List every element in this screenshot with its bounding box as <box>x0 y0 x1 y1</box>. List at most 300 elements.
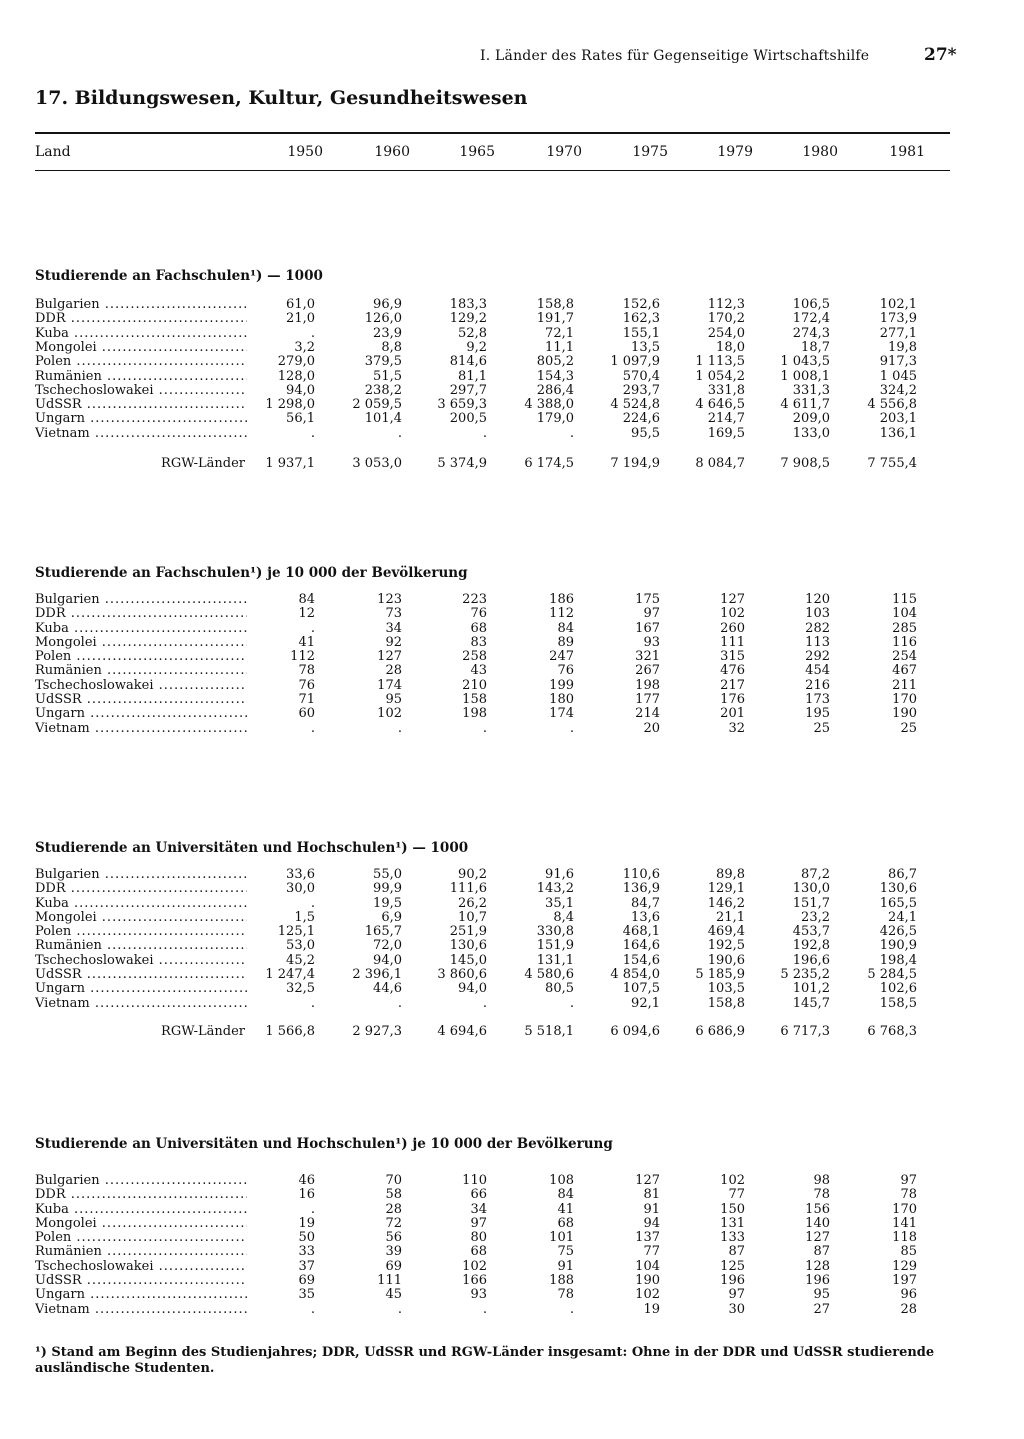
table-row <box>35 925 950 939</box>
table-row <box>35 1274 950 1288</box>
table-cell: 93 <box>470 1287 487 1302</box>
table-row <box>35 997 950 1011</box>
table-cell: 6 717,3 <box>780 1024 830 1039</box>
table-cell: 292 <box>805 649 830 664</box>
table-cell: 203,1 <box>879 411 917 426</box>
table-cell: 83 <box>470 635 487 650</box>
country-label: Mongolei ..... <box>35 341 247 355</box>
table-cell: 76 <box>557 663 574 678</box>
table-cell: 453,7 <box>792 924 830 939</box>
table-cell: 254,0 <box>707 326 745 341</box>
table-cell: 211 <box>892 678 917 693</box>
table-row <box>35 1231 950 1245</box>
table-cell: . <box>310 1202 315 1217</box>
table-cell: 379,5 <box>364 354 402 369</box>
table-cell: 3,2 <box>294 340 315 355</box>
table-cell: 143,2 <box>536 881 574 896</box>
section-title: Studierende an Universitäten und Hochschulen¹) — 1000 <box>35 840 469 856</box>
table-cell: 111 <box>377 1273 402 1288</box>
country-label: DDR ..... <box>35 882 247 896</box>
table-cell: . <box>569 426 574 441</box>
table-cell: 4 646,5 <box>695 397 745 412</box>
country-label: Vietnam ..... <box>35 997 247 1011</box>
table-cell: 2 927,3 <box>352 1024 402 1039</box>
table-row <box>35 1203 950 1217</box>
table-cell: 154,3 <box>536 369 574 384</box>
table-cell: 94 <box>643 1216 660 1231</box>
table-row <box>35 882 950 896</box>
table-cell: 198 <box>635 678 660 693</box>
table-row <box>35 1174 950 1188</box>
table-cell: 110,6 <box>622 867 660 882</box>
table-cell: 77 <box>728 1187 745 1202</box>
table-cell: 137 <box>635 1230 660 1245</box>
table-cell: 190 <box>892 706 917 721</box>
table-total-row <box>35 457 950 471</box>
table-cell: 151,9 <box>536 938 574 953</box>
footnote: ¹) Stand am Beginn des Studienjahres; DDR, UdSSR und RGW-Länder insgesamt: Ohne in der DDR und UdSSR studierende ausländische Studenten. <box>35 1345 935 1376</box>
table-row <box>35 370 950 384</box>
table-cell: 258 <box>462 649 487 664</box>
table-row <box>35 398 950 412</box>
table-cell: 814,6 <box>449 354 487 369</box>
table-cell: 19 <box>298 1216 315 1231</box>
table-cell: 84 <box>557 1187 574 1202</box>
table-cell: 53,0 <box>286 938 315 953</box>
table-cell: 1 043,5 <box>780 354 830 369</box>
table-cell: 4 556,8 <box>867 397 917 412</box>
table-row <box>35 355 950 369</box>
table-cell: 108 <box>549 1173 574 1188</box>
table-cell: . <box>397 426 402 441</box>
table-cell: 133,0 <box>792 426 830 441</box>
table-cell: 186 <box>549 592 574 607</box>
table-cell: 154,6 <box>622 953 660 968</box>
table-cell: 131 <box>720 1216 745 1231</box>
country-label: Polen ..... <box>35 650 247 664</box>
table-cell: 140 <box>805 1216 830 1231</box>
table-cell: 1 008,1 <box>780 369 830 384</box>
table-row <box>35 722 950 736</box>
page-number: 27* <box>924 45 957 65</box>
table-cell: 44,6 <box>373 981 402 996</box>
table-cell: 116 <box>892 635 917 650</box>
table-cell: 112 <box>549 606 574 621</box>
table-cell: 151,7 <box>792 896 830 911</box>
table-row <box>35 427 950 441</box>
country-label: Ungarn ..... <box>35 1288 247 1302</box>
table-row <box>35 679 950 693</box>
table-cell: 89,8 <box>716 867 745 882</box>
table-cell: 61,0 <box>286 297 315 312</box>
table-cell: 129,1 <box>707 881 745 896</box>
section-title: Studierende an Universitäten und Hochschulen¹) je 10 000 der Bevölkerung <box>35 1136 613 1152</box>
table-cell: 50 <box>298 1230 315 1245</box>
table-row <box>35 1303 950 1317</box>
table-cell: 76 <box>470 606 487 621</box>
section-title: Studierende an Fachschulen¹) — 1000 <box>35 268 323 284</box>
country-label: Tschechoslowakei ..... <box>35 679 247 693</box>
table-row <box>35 607 950 621</box>
table-row <box>35 593 950 607</box>
table-cell: 30 <box>728 1302 745 1317</box>
table-cell: 200,5 <box>449 411 487 426</box>
table-row <box>35 911 950 925</box>
table-cell: 1 247,4 <box>265 967 315 982</box>
country-label: DDR ..... <box>35 312 247 326</box>
country-label: Vietnam ..... <box>35 427 247 441</box>
table-cell: 66 <box>470 1187 487 1202</box>
table-row <box>35 897 950 911</box>
table-cell: 3 860,6 <box>437 967 487 982</box>
table-cell: 99,9 <box>373 881 402 896</box>
table-cell: 216 <box>805 678 830 693</box>
table-cell: 7 755,4 <box>867 456 917 471</box>
table-cell: 56,1 <box>286 411 315 426</box>
table-cell: 98 <box>813 1173 830 1188</box>
table-cell: . <box>310 996 315 1011</box>
table-cell: 162,3 <box>622 311 660 326</box>
table-cell: 2 396,1 <box>352 967 402 982</box>
table-cell: 27 <box>813 1302 830 1317</box>
table-cell: 106,5 <box>792 297 830 312</box>
table-cell: 43 <box>470 663 487 678</box>
table-cell: 91,6 <box>545 867 574 882</box>
country-label: Tschechoslowakei ..... <box>35 1260 247 1274</box>
table-cell: 102 <box>462 1259 487 1274</box>
country-label: Rumänien ..... <box>35 1245 247 1259</box>
table-cell: 331,8 <box>707 383 745 398</box>
table-cell: 45 <box>385 1287 402 1302</box>
table-cell: 95 <box>385 692 402 707</box>
table-cell: 196 <box>805 1273 830 1288</box>
country-label: Kuba ..... <box>35 622 247 636</box>
table-cell: 180 <box>549 692 574 707</box>
section-title: Studierende an Fachschulen¹) je 10 000 der Bevölkerung <box>35 565 468 581</box>
table-cell: 115 <box>892 592 917 607</box>
table-cell: 167 <box>635 621 660 636</box>
table-cell: 46 <box>298 1173 315 1188</box>
country-label: UdSSR ..... <box>35 398 247 412</box>
table-cell: 130,6 <box>879 881 917 896</box>
country-label: Polen ..... <box>35 925 247 939</box>
table-cell: 55,0 <box>373 867 402 882</box>
table-cell: 1 298,0 <box>265 397 315 412</box>
table-cell: 93 <box>643 635 660 650</box>
table-cell: 141 <box>892 1216 917 1231</box>
table-cell: 136,9 <box>622 881 660 896</box>
table-cell: 330,8 <box>536 924 574 939</box>
table-cell: 96,9 <box>373 297 402 312</box>
table-cell: 92 <box>385 635 402 650</box>
table-cell: 172,4 <box>792 311 830 326</box>
table-cell: 10,7 <box>458 910 487 925</box>
table-cell: 152,6 <box>622 297 660 312</box>
table-cell: . <box>310 621 315 636</box>
table-cell: 95 <box>813 1287 830 1302</box>
table-cell: 101 <box>549 1230 574 1245</box>
table-cell: 127 <box>805 1230 830 1245</box>
table-cell: 102 <box>377 706 402 721</box>
table-cell: 68 <box>470 621 487 636</box>
table-cell: 254 <box>892 649 917 664</box>
table-cell: 33 <box>298 1244 315 1259</box>
table-cell: 39 <box>385 1244 402 1259</box>
table-cell: 145,0 <box>449 953 487 968</box>
table-cell: 97 <box>900 1173 917 1188</box>
table-cell: 81 <box>643 1187 660 1202</box>
table-cell: 174 <box>549 706 574 721</box>
table-cell: 5 235,2 <box>780 967 830 982</box>
table-cell: 68 <box>557 1216 574 1231</box>
table-cell: 5 374,9 <box>437 456 487 471</box>
table-cell: 130,6 <box>449 938 487 953</box>
table-cell: 95,5 <box>631 426 660 441</box>
table-cell: 8 084,7 <box>695 456 745 471</box>
total-label: RGW-Länder <box>161 1025 245 1039</box>
table-cell: 69 <box>385 1259 402 1274</box>
table-cell: 469,4 <box>707 924 745 939</box>
table-cell: 28 <box>385 663 402 678</box>
table-cell: 196,6 <box>792 953 830 968</box>
table-cell: 6 094,6 <box>610 1024 660 1039</box>
table-cell: 28 <box>385 1202 402 1217</box>
table-cell: 297,7 <box>449 383 487 398</box>
table-cell: 41 <box>298 635 315 650</box>
table-cell: 21,1 <box>716 910 745 925</box>
table-cell: 805,2 <box>536 354 574 369</box>
table-cell: 12 <box>298 606 315 621</box>
table-cell: 251,9 <box>449 924 487 939</box>
table-cell: 468,1 <box>622 924 660 939</box>
table-cell: 183,3 <box>449 297 487 312</box>
table-cell: 84 <box>557 621 574 636</box>
table-cell: 80,5 <box>545 981 574 996</box>
table-row <box>35 412 950 426</box>
country-label: UdSSR ..... <box>35 1274 247 1288</box>
table-cell: 198 <box>462 706 487 721</box>
table-cell: 158,8 <box>536 297 574 312</box>
table-cell: . <box>310 721 315 736</box>
table-cell: 91 <box>557 1259 574 1274</box>
table-cell: 21,0 <box>286 311 315 326</box>
table-cell: 34 <box>470 1202 487 1217</box>
table-cell: 6 768,3 <box>867 1024 917 1039</box>
table-cell: 78 <box>557 1287 574 1302</box>
table-cell: 4 854,0 <box>610 967 660 982</box>
table-cell: 51,5 <box>373 369 402 384</box>
table-cell: 107,5 <box>622 981 660 996</box>
table-cell: 71 <box>298 692 315 707</box>
table-cell: 210 <box>462 678 487 693</box>
table-cell: 1 566,8 <box>265 1024 315 1039</box>
table-cell: 9,2 <box>466 340 487 355</box>
table-cell: 129,2 <box>449 311 487 326</box>
table-cell: 120 <box>805 592 830 607</box>
table-cell: . <box>569 996 574 1011</box>
column-header-land: Land <box>35 144 71 160</box>
table-cell: 5 185,9 <box>695 967 745 982</box>
table-cell: 102,1 <box>879 297 917 312</box>
table-cell: 6,9 <box>381 910 402 925</box>
table-cell: 111 <box>720 635 745 650</box>
table-cell: 125,1 <box>277 924 315 939</box>
table-cell: 175 <box>635 592 660 607</box>
table-cell: 173 <box>805 692 830 707</box>
table-cell: 128 <box>805 1259 830 1274</box>
table-cell: 214,7 <box>707 411 745 426</box>
table-cell: 35,1 <box>545 896 574 911</box>
table-cell: 209,0 <box>792 411 830 426</box>
table-cell: 19,5 <box>373 896 402 911</box>
table-cell: 1 113,5 <box>695 354 745 369</box>
table-cell: 8,4 <box>553 910 574 925</box>
table-cell: 274,3 <box>792 326 830 341</box>
table-cell: 34 <box>385 621 402 636</box>
table-cell: 94,0 <box>286 383 315 398</box>
table-row <box>35 312 950 326</box>
table-cell: . <box>482 1302 487 1317</box>
table-cell: . <box>569 721 574 736</box>
table-cell: 169,5 <box>707 426 745 441</box>
table-cell: 331,3 <box>792 383 830 398</box>
table-cell: 72,0 <box>373 938 402 953</box>
table-cell: 84 <box>298 592 315 607</box>
table-cell: 197 <box>892 1273 917 1288</box>
table-cell: 78 <box>813 1187 830 1202</box>
table-cell: 267 <box>635 663 660 678</box>
table-cell: 188 <box>549 1273 574 1288</box>
table-cell: 1 054,2 <box>695 369 745 384</box>
table-cell: . <box>310 896 315 911</box>
table-cell: 94,0 <box>373 953 402 968</box>
table-cell: 85 <box>900 1244 917 1259</box>
country-label: Mongolei ..... <box>35 636 247 650</box>
table-cell: 56 <box>385 1230 402 1245</box>
table-cell: 126,0 <box>364 311 402 326</box>
table-cell: 103,5 <box>707 981 745 996</box>
table-cell: 104 <box>892 606 917 621</box>
table-cell: 3 053,0 <box>352 456 402 471</box>
table-cell: 13,5 <box>631 340 660 355</box>
table-cell: 5 518,1 <box>524 1024 574 1039</box>
table-cell: 150 <box>720 1202 745 1217</box>
table-cell: 72 <box>385 1216 402 1231</box>
table-cell: . <box>482 721 487 736</box>
table-cell: 146,2 <box>707 896 745 911</box>
column-header-year: 1950 <box>287 144 323 160</box>
table-cell: 467 <box>892 663 917 678</box>
table-cell: 33,6 <box>286 867 315 882</box>
table-row <box>35 868 950 882</box>
country-label: Tschechoslowakei ..... <box>35 384 247 398</box>
table-cell: 286,4 <box>536 383 574 398</box>
page-title: 17. Bildungswesen, Kultur, Gesundheitswesen <box>35 87 528 109</box>
table-cell: 177 <box>635 692 660 707</box>
table-cell: . <box>397 721 402 736</box>
table-cell: 87 <box>813 1244 830 1259</box>
table-cell: 23,2 <box>801 910 830 925</box>
table-cell: 102 <box>720 606 745 621</box>
table-cell: 1,5 <box>294 910 315 925</box>
table-cell: 19 <box>643 1302 660 1317</box>
country-label: UdSSR ..... <box>35 968 247 982</box>
table-cell: . <box>310 326 315 341</box>
country-label: Ungarn ..... <box>35 412 247 426</box>
column-header-year: 1980 <box>802 144 838 160</box>
table-cell: 60 <box>298 706 315 721</box>
table-cell: 192,5 <box>707 938 745 953</box>
table-cell: 30,0 <box>286 881 315 896</box>
table-cell: 97 <box>643 606 660 621</box>
country-label: Ungarn ..... <box>35 707 247 721</box>
table-cell: 214 <box>635 706 660 721</box>
table-row <box>35 384 950 398</box>
table-cell: 78 <box>900 1187 917 1202</box>
table-cell: 25 <box>900 721 917 736</box>
table-cell: 112 <box>290 649 315 664</box>
table-cell: 123 <box>377 592 402 607</box>
column-header-year: 1975 <box>632 144 668 160</box>
table-cell: 41 <box>557 1202 574 1217</box>
country-label: Mongolei ..... <box>35 911 247 925</box>
table-cell: 279,0 <box>277 354 315 369</box>
table-cell: 23,9 <box>373 326 402 341</box>
table-cell: 129 <box>892 1259 917 1274</box>
table-cell: 155,1 <box>622 326 660 341</box>
country-label: Kuba ..... <box>35 1203 247 1217</box>
table-cell: 130,0 <box>792 881 830 896</box>
table-cell: 1 045 <box>879 369 917 384</box>
table-cell: 90,2 <box>458 867 487 882</box>
table-row <box>35 1245 950 1259</box>
table-cell: 282 <box>805 621 830 636</box>
table-cell: 195 <box>805 706 830 721</box>
country-label: Rumänien ..... <box>35 939 247 953</box>
table-cell: 18,7 <box>801 340 830 355</box>
table-cell: 156 <box>805 1202 830 1217</box>
table-cell: 170 <box>892 1202 917 1217</box>
column-header-year: 1960 <box>374 144 410 160</box>
table-cell: 24,1 <box>888 910 917 925</box>
table-cell: 199 <box>549 678 574 693</box>
table-cell: 164,6 <box>622 938 660 953</box>
country-label: Ungarn ..... <box>35 982 247 996</box>
country-label: Rumänien ..... <box>35 664 247 678</box>
table-cell: 32 <box>728 721 745 736</box>
table-cell: 133 <box>720 1230 745 1245</box>
table-cell: 125 <box>720 1259 745 1274</box>
table-cell: 315 <box>720 649 745 664</box>
table-row <box>35 954 950 968</box>
table-cell: 110 <box>462 1173 487 1188</box>
table-cell: 6 686,9 <box>695 1024 745 1039</box>
table-cell: 1 937,1 <box>265 456 315 471</box>
table-cell: 103 <box>805 606 830 621</box>
table-cell: 127 <box>720 592 745 607</box>
table-cell: 165,7 <box>364 924 402 939</box>
table-row <box>35 982 950 996</box>
table-cell: 72,1 <box>545 326 574 341</box>
table-cell: 293,7 <box>622 383 660 398</box>
table-cell: 7 908,5 <box>780 456 830 471</box>
total-label: RGW-Länder <box>161 457 245 471</box>
table-cell: 96 <box>900 1287 917 1302</box>
table-cell: 104 <box>635 1259 660 1274</box>
table-cell: 87 <box>728 1244 745 1259</box>
table-cell: 166 <box>462 1273 487 1288</box>
table-cell: 179,0 <box>536 411 574 426</box>
